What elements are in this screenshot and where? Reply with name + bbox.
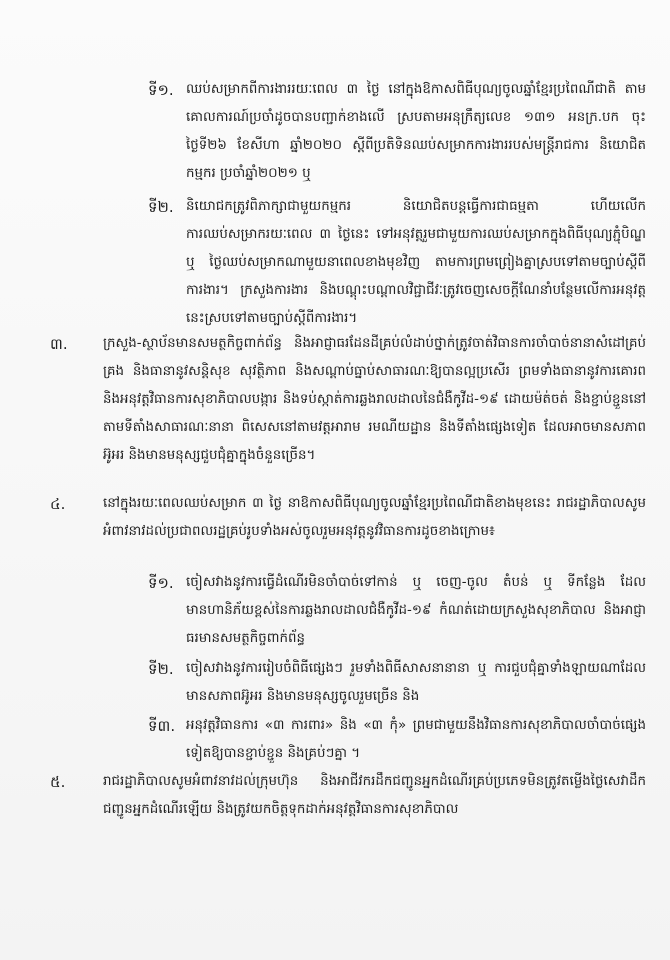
item-text: ចៀសវាងនូវការធ្វើដំណើរមិនចាំបាច់ទៅកាន់ ឬ ចេញ-ចូល តំបន់ ឬ ទីកន្លែង ដែលមានហានិភ័យខ្ពស់នៃការឆ្លងរាលដាលជំងឺកូវីដ-១៩ កំណត់ដោយក្រសួងសុខាភិបាល និងអាជ្ញាធរមានសមត្ថកិច្ចពាក់ព័ន្ធ: [186, 575, 646, 646]
item-number: ទី៣.: [148, 717, 176, 735]
section-3: [0, 330, 670, 498]
list-item-3-2: [0, 193, 670, 333]
item-number: ទី១.: [148, 81, 174, 99]
section-number: ៤.: [50, 495, 66, 513]
item-text: អនុវត្តវិធានការ «៣ ការពារ» និង «៣ កុំ» ព្រមជាមួយនឹងវិធានការសុខាភិបាលចាំបាច់ផ្សេងទៀតឱ្យបានខ្ជាប់ខ្ជួន និងគ្រប់ៗគ្នា ។: [186, 718, 646, 761]
item-number: ទី២.: [148, 660, 174, 678]
item-text: ចៀសវាងនូវការរៀបចំពិធីផ្សេងៗ រួមទាំងពិធីសាសនានានា ឬ ការជួបជុំគ្នាទាំងឡាយណាដែលមានសភាពអ៊ូអរ និងមានមនុស្សចូលរួមច្រើន និង: [186, 661, 646, 704]
item-number: ទី២.: [148, 198, 174, 216]
section-5: [0, 768, 670, 838]
section-number: ៥.: [50, 773, 66, 791]
item-number: ទី១.: [148, 574, 174, 592]
section-text: រាជរដ្ឋាភិបាលសូមអំពាវនាវដល់ក្រុមហ៊ុន និងអាជីវករដឹកជញ្ជូនអ្នកដំណើរគ្រប់ប្រភេទមិនត្រូវតម្លើងថ្លៃសេវាដឹកជញ្ជូនអ្នកដំណើរឡើយ និងត្រូវយកចិត្តទុកដាក់អនុវត្តវិធានការសុខាភិបាល: [103, 774, 646, 817]
section-number: ៣.: [50, 335, 68, 353]
list-item-4-3: [0, 712, 670, 768]
section-text: នៅក្នុងរយៈពេលឈប់សម្រាក ៣ ថ្ងៃ នាឱកាសពិធីបុណ្យចូលឆ្នាំខ្មែរប្រពៃណីជាតិខាងមុខនេះ រាជរដ្ឋាភិបាលសូមអំពាវនាវដល់ប្រជាពលរដ្ឋគ្រប់រូបទាំងអស់ចូលរួមអនុវត្តនូវវិធានការដូចខាងក្រោម៖: [103, 496, 646, 539]
list-item-4-2: [0, 655, 670, 711]
item-text: ឈប់សម្រាកពីការងាររយៈពេល ៣ ថ្ងៃ នៅក្នុងឱកាសពិធីបុណ្យចូលឆ្នាំខ្មែរប្រពៃណីជាតិ តាមគោលការណ៍ប្រចាំដូចបានបញ្ជាក់ខាងលើ ស្របតាមអនុក្រឹត្យលេខ ១៣១ អនក្រ.បក ចុះថ្ងៃទី២៦ ខែសីហា ឆ្នាំ២០២០ ស្តីពីប្រតិទិនឈប់សម្រាកការងាររបស់មន្ត្រីរាជការ និយោជិត កម្មករ ប្រចាំឆ្នាំ២០២១ ឬ: [186, 82, 646, 181]
section-4: [0, 490, 670, 574]
list-item-4-1: [0, 569, 670, 653]
section-text: ក្រសួង-ស្ថាប័នមានសមត្ថកិច្ចពាក់ព័ន្ធ និងអាជ្ញាធរដែនដីគ្រប់លំដាប់ថ្នាក់ត្រូវចាត់វិធានការចាំបាច់នានាសំដៅគ្រប់គ្រង និងធានានូវសន្តិសុខ សុវត្ថិភាព និងសណ្តាប់ធ្នាប់សាធារណៈឱ្យបានល្អប្រសើរ ព្រមទាំងធានានូវការគោរព និងអនុវត្តវិធានការសុខាភិបាលបង្ការ និងទប់ស្កាត់ការឆ្លងរាលដាលនៃជំងឺកូវីដ-១៩ ដោយម៉ត់ចត់ និងខ្ជាប់ខ្ជួននៅតាមទីតាំងសាធារណៈនានា ពិសេសនៅតាមវត្តអារាម រមណីយដ្ឋាន និងទីតាំងផ្សេងទៀត ដែលអាចមានសភាពអ៊ូអរ និងមានមនុស្សជួបជុំគ្នាក្នុងចំនួនច្រើន។: [103, 336, 646, 463]
item-text: និយោជកត្រូវពិភាក្សាជាមួយកម្មករ និយោជិតបន្តធ្វើការជាធម្មតា ហើយលើកការឈប់សម្រាករយៈពេល ៣ ថ្ងៃនេះ ទៅអនុវត្តរួមជាមួយការឈប់សម្រាកក្នុងពិធីបុណ្យភ្ជុំបិណ្ឌ ឬ ថ្ងៃឈប់សម្រាកណាមួយនាពេលខាងមុខវិញ តាមការព្រមព្រៀងគ្នាស្របទៅតាមច្បាប់ស្តីពីការងារ។ ក្រសួងការងារ និងបណ្តុះបណ្តាលវិជ្ជាជីវៈត្រូវចេញសេចក្តីណែនាំបន្ថែមលើការអនុវត្តនេះស្របទៅតាមច្បាប់ស្តីពីការងារ។: [186, 199, 646, 326]
list-item-3-1: [0, 76, 670, 188]
